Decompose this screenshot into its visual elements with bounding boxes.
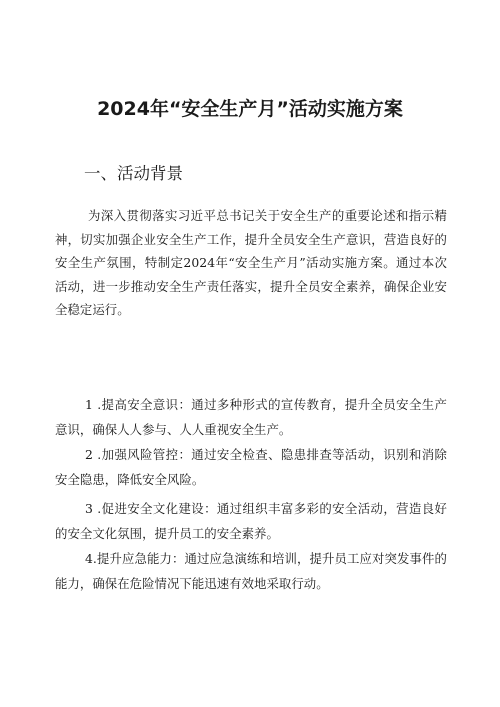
document-title: 2024年“安全生产月”活动实施方案 bbox=[97, 98, 403, 120]
objective-item-1: 1 .提高安全意识：通过多种形式的宣传教育，提升全员安全生产意识，确保人人参与、人人重视安全生产。 bbox=[55, 397, 447, 437]
objective-item-2: 2 .加强风险管控：通过安全检查、隐患排查等活动，识别和消除安全隐患，降低安全风险。 bbox=[55, 447, 447, 487]
section-heading-background: 一、活动背景 bbox=[84, 164, 183, 183]
objective-item-3: 3 .促进安全文化建设：通过组织丰富多彩的安全活动，营造良好的安全文化氛围，提升员工的安全素养。 bbox=[55, 501, 447, 541]
background-paragraph: 为深入贯彻落实习近平总书记关于安全生产的重要论述和指示精神，切实加强企业安全生产工作，提升全员安全生产意识，营造良好的安全生产氛围，特制定2024年“安全生产月”活动实施方案。通过本次活动，进一步推动安全生产责任落实，提升全员安全素养，确保企业安全稳定运行。 bbox=[55, 208, 447, 317]
objective-item-4: 4.提升应急能力：通过应急演练和培训，提升员工应对突发事件的能力，确保在危险情况下能迅速有效地采取行动。 bbox=[55, 551, 447, 591]
